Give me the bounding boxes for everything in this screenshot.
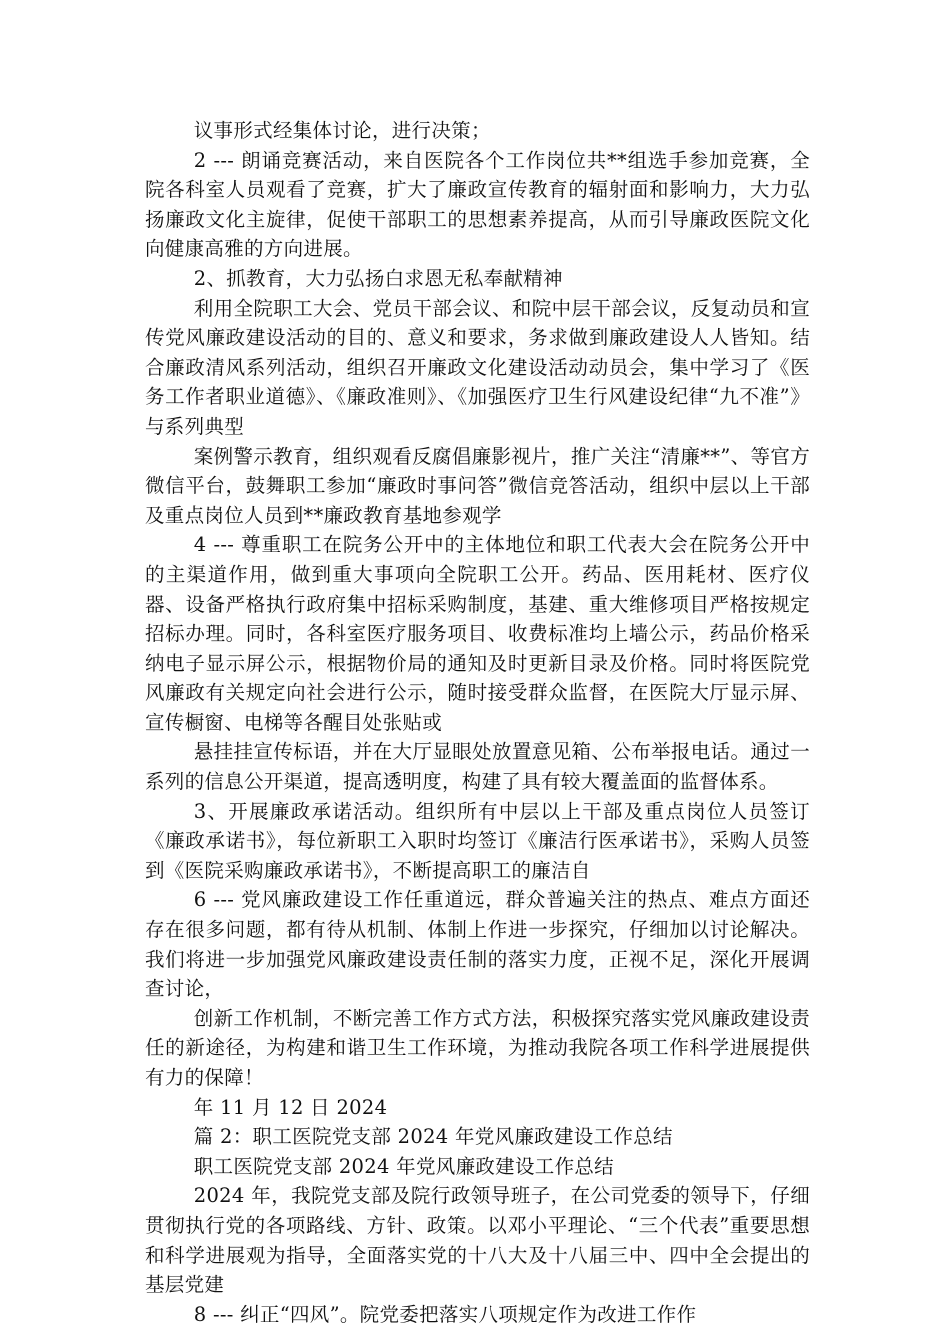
paragraph: 3、开展廉政承诺活动。组织所有中层以上干部及重点岗位人员签订《廉政承诺书》，每位新职工入职时均签订《廉洁行医承诺书》，采购人员签到《医院采购廉政承诺书》，不断提高职工的廉洁自 — [145, 799, 810, 882]
article-title: 职工医院党支部 2024 年党风廉政建设工作总结 — [193, 1154, 614, 1178]
paragraph: 议事形式经集体讨论，进行决策； — [193, 119, 491, 142]
paragraph: 悬挂挂宣传标语，并在大厅显眼处放置意见箱、公布举报电话。通过一系列的信息公开渠道，提高透明度，构建了具有较大覆盖面的监督体系。 — [145, 740, 810, 794]
paragraph: 8 --- 纠正“四风”。院党委把落实八项规定作为改进工作作 — [193, 1302, 697, 1326]
paragraph: 利用全院职工大会、党员干部会议、和院中层干部会议，反复动员和宣传党风廉政建设活动的目的、意义和要求，务求做到廉政建设人人皆知。结合廉政清风系列活动，组织召开廉政文化建设活动动员会，集中学习了《医务工作者职业道德》、《廉政准则》、《加强医疗卫生行风建设纪律“九不准”》与系列典型 — [145, 296, 810, 438]
date-line: 年 11 月 12 日 2024 — [193, 1095, 388, 1119]
paragraph: 4 --- 尊重职工在院务公开中的主体地位和职工代表大会在院务公开中的主渠道作用，做到重大事项向全院职工公开。药品、医用耗材、医疗仪器、设备严格执行政府集中招标采购制度，基建、重大维修项目严格按规定招标办理。同时，各科室医疗服务项目、收费标准均上墙公示，药品价格采纳电子显示屏公示，根据物价局的通知及时更新目录及价格。同时将医院党风廉政有关规定向社会进行公示，随时接受群众监督，在医院大厅显示屏、宣传橱窗、电梯等各醒目处张贴或 — [145, 533, 810, 734]
paragraph: 创新工作机制，不断完善工作方式方法，积极探究落实党风廉政建设责任的新途径，为构建和谐卫生工作环境，为推动我院各项工作科学进展提供有力的保障！ — [145, 1006, 810, 1089]
paragraph: 2024 年，我院党支部及院行政领导班子，在公司党委的领导下，仔细贯彻执行党的各项路线、方针、政策。以邓小平理论、“三个代表”重要思想和科学进展观为指导，全面落实党的十八大及十八届三中、四中全会提出的基层党建 — [145, 1184, 810, 1297]
section-heading: 篇 2：职工医院党支部 2024 年党风廉政建设工作总结 — [193, 1125, 673, 1149]
paragraph: 6 --- 党风廉政建设工作任重道远，群众普遍关注的热点、难点方面还存在很多问题，都有待从机制、体制上作进一步探究，仔细加以讨论解决。我们将进一步加强党风廉政建设责任制的落实力度，正视不足，深化开展调查讨论， — [145, 888, 810, 1001]
paragraph: 案例警示教育，组织观看反腐倡廉影视片，推广关注“清廉**”、等官方微信平台，鼓舞职工参加“廉政时事问答”微信竞答活动，组织中层以上干部及重点岗位人员到**廉政教育基地参观学 — [145, 444, 810, 527]
document-body — [145, 116, 810, 1329]
paragraph: 2、抓教育，大力弘扬白求恩无私奉献精神 — [193, 266, 563, 290]
paragraph: 2 --- 朗诵竞赛活动，来自医院各个工作岗位共**组选手参加竞赛，全院各科室人员观看了竞赛，扩大了廉政宣传教育的辐射面和影响力，大力弘扬廉政文化主旋律，促使干部职工的思想素养提高，从而引导廉政医院文化向健康高雅的方向进展。 — [145, 148, 810, 261]
